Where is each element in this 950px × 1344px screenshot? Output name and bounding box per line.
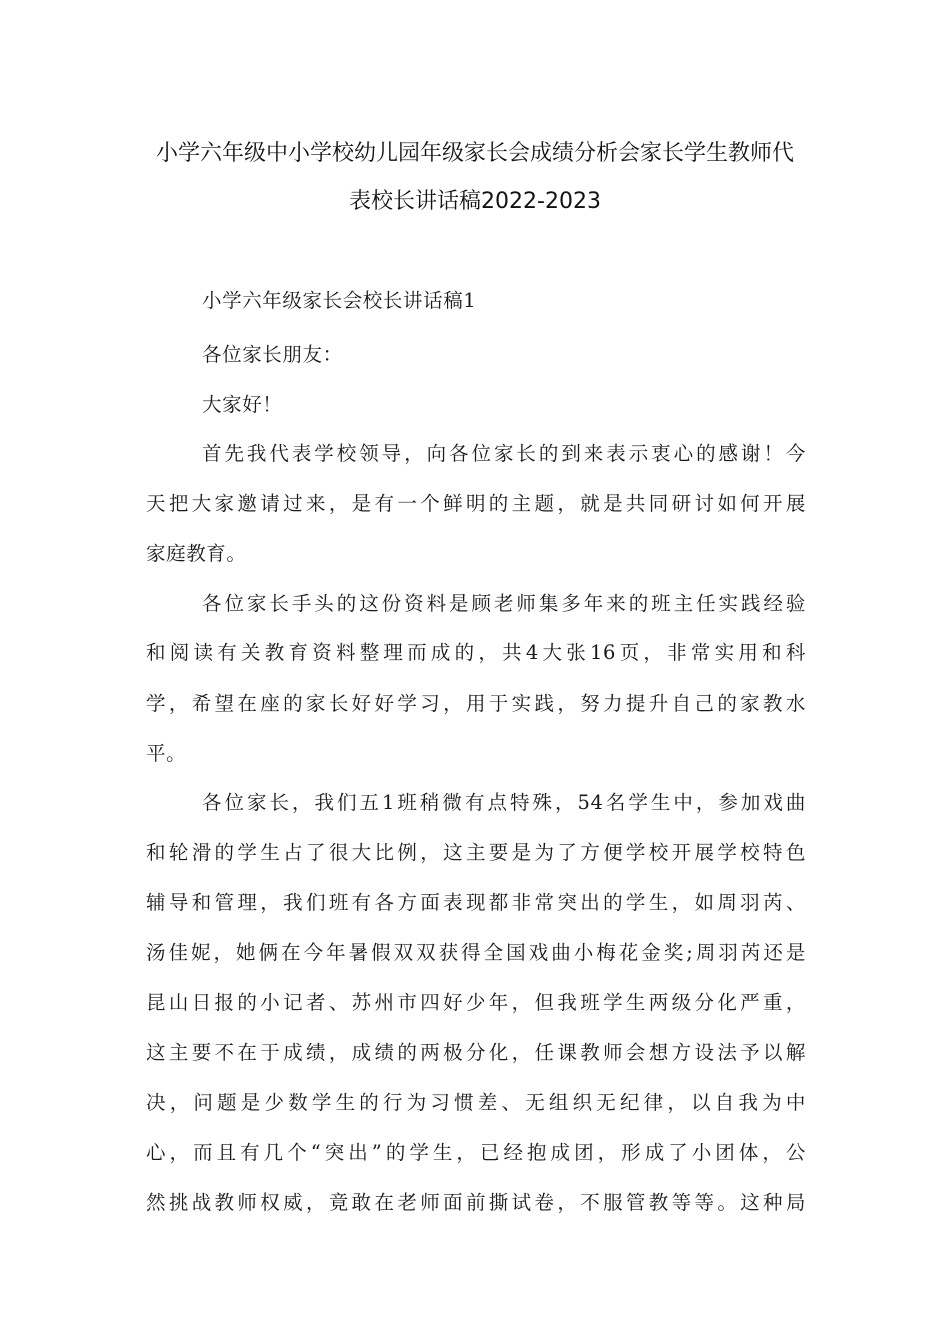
paragraph-2-line: 学，希望在座的家长好好学习，用于实践，努力提升自己的家教水 — [146, 692, 806, 715]
paragraph-3-line: 心，而且有几个“突出”的学生，已经抱成团，形成了小团体，公 — [146, 1141, 806, 1164]
paragraph-2-line: 平。 — [146, 742, 187, 765]
paragraph-3-line: 决，问题是少数学生的行为习惯差、无组织无纪律，以自我为中 — [146, 1091, 806, 1114]
paragraph-1-line: 天把大家邀请过来，是有一个鲜明的主题，就是共同研讨如何开展 — [146, 492, 806, 515]
paragraph-3-line: 辅导和管理，我们班有各方面表现都非常突出的学生，如周羽芮、 — [146, 891, 806, 914]
paragraph-3-line: 各位家长，我们五1班稍微有点特殊，54名学生中，参加戏曲 — [202, 791, 806, 814]
document-title-line-1: 小学六年级中小学校幼儿园年级家长会成绩分析会家长学生教师代 — [155, 141, 794, 166]
paragraph-3-line: 然挑战教师权威，竟敢在老师面前撕试卷，不服管教等等。这种局 — [146, 1191, 806, 1214]
paragraph-2-line: 和阅读有关教育资料整理而成的，共4大张16页，非常实用和科 — [146, 641, 806, 664]
paragraph-3-line: 昆山日报的小记者、苏州市四好少年，但我班学生两级分化严重， — [146, 991, 806, 1014]
paragraph-1-line: 家庭教育。 — [146, 542, 247, 565]
speech-subtitle: 小学六年级家长会校长讲话稿1 — [202, 289, 477, 312]
paragraph-1-line: 首先我代表学校领导，向各位家长的到来表示衷心的感谢！今 — [202, 442, 806, 465]
paragraph-3-line: 这主要不在于成绩，成绩的两极分化，任课教师会想方设法予以解 — [146, 1041, 806, 1064]
greeting: 大家好！ — [202, 393, 283, 416]
document-title-line-2: 表校长讲话稿2022-2023 — [349, 189, 601, 214]
paragraph-3-line: 汤佳妮，她俩在今年暑假双双获得全国戏曲小梅花金奖;周羽芮还是 — [146, 941, 806, 964]
paragraph-2-line: 各位家长手头的这份资料是顾老师集多年来的班主任实践经验 — [202, 592, 806, 615]
paragraph-3-line: 和轮滑的学生占了很大比例，这主要是为了方便学校开展学校特色 — [146, 841, 806, 864]
salutation: 各位家长朋友： — [202, 343, 343, 366]
